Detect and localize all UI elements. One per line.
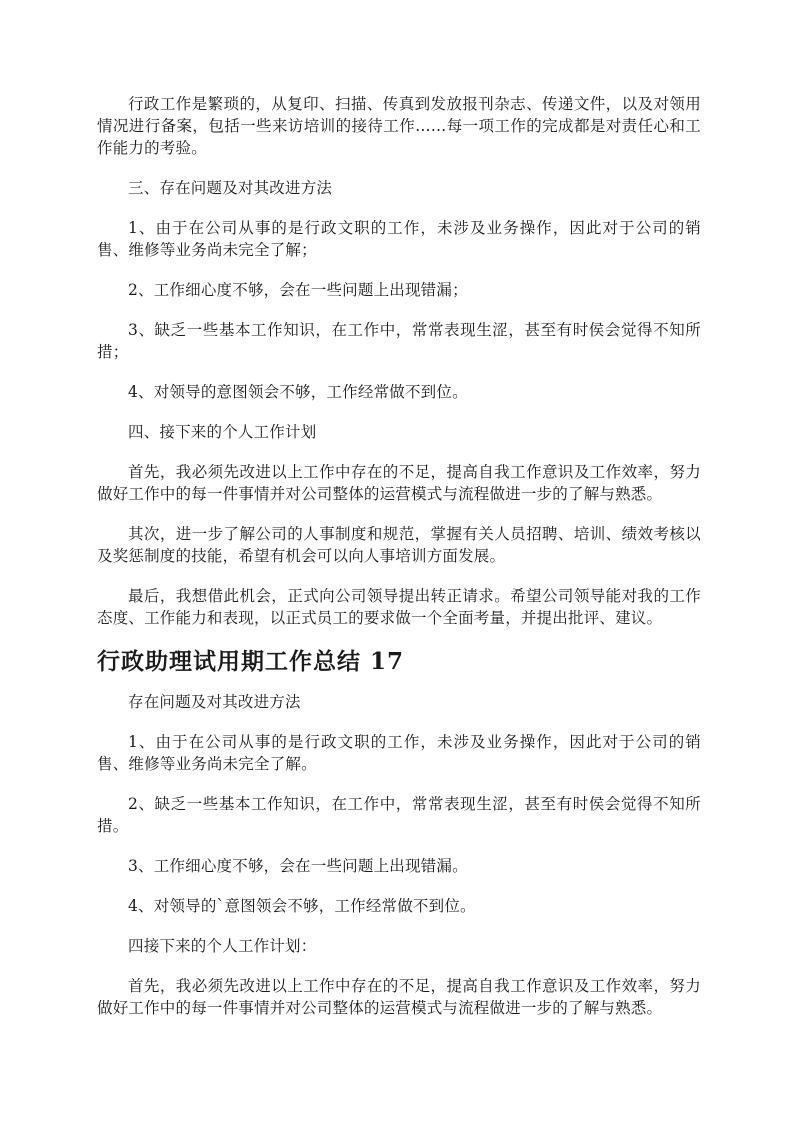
list-item: 3、工作细心度不够，会在一些问题上出现错漏。: [128, 857, 468, 875]
list-item: 3、缺乏一些基本工作知识，在工作中，常常表现生涩，甚至有时侯会觉得不知所措；: [97, 321, 701, 361]
paragraph-second: 其次，进一步了解公司的人事制度和规范，掌握有关人员招聘、培训、绩效考核以及奖惩制度的技能，希望有机会可以向人事培训方面发展。: [97, 525, 701, 565]
paragraph-last: 最后，我想借此机会，正式向公司领导提出转正请求。希望公司领导能对我的工作态度、工作能力和表现，以正式员工的要求做一个全面考量，并提出批评、建议。: [97, 587, 701, 627]
article-title: 行政助理试用期工作总结 17: [97, 648, 405, 675]
list-item: 1、由于在公司从事的是行政文职的工作，未涉及业务操作，因此对于公司的销售、维修等业务尚未完全了解；: [97, 219, 701, 259]
paragraph-first: 首先，我必须先改进以上工作中存在的不足，提高自我工作意识及工作效率，努力做好工作中的每一件事情并对公司整体的运营模式与流程做进一步的了解与熟悉。: [97, 463, 701, 503]
list-item: 4、对领导的意图领会不够，工作经常做不到位。: [128, 383, 468, 401]
paragraph-admin-work: 行政工作是繁琐的，从复印、扫描、传真到发放报刊杂志、传递文件，以及对领用情况进行备案，包括一些来访培训的接待工作……每一项工作的完成都是对责任心和工作能力的考验。: [97, 95, 701, 157]
list-item: 2、工作细心度不够，会在一些问题上出现错漏；: [128, 281, 468, 299]
section-heading-plan: 四、接下来的个人工作计划: [128, 423, 317, 441]
list-item: 4、对领导的`意图领会不够，工作经常做不到位。: [128, 897, 476, 915]
section-heading-problems: 三、存在问题及对其改进方法: [128, 179, 333, 197]
section-heading-problems: 存在问题及对其改进方法: [128, 693, 301, 711]
list-item: 2、缺乏一些基本工作知识，在工作中，常常表现生涩，甚至有时侯会觉得不知所措。: [97, 795, 701, 835]
section-heading-plan: 四接下来的个人工作计划：: [128, 937, 317, 955]
document-page: [97, 93, 701, 1037]
list-item: 1、由于在公司从事的是行政文职的工作，未涉及业务操作，因此对于公司的销售、维修等业务尚未完全了解。: [97, 733, 701, 773]
paragraph-first: 首先，我必须先改进以上工作中存在的不足，提高自我工作意识及工作效率，努力做好工作中的每一件事情并对公司整体的运营模式与流程做进一步的了解与熟悉。: [97, 977, 701, 1017]
